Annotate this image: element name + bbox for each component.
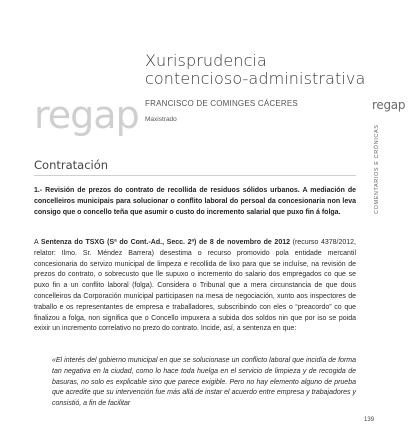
title-line-2: contencioso-administrativa xyxy=(145,69,366,88)
regap-logo-watermark xyxy=(34,95,139,135)
logo-text: regap xyxy=(34,93,139,137)
body-rest: (recurso 4378/2012, relator: Ilmo. Sr. Méndez Barrera) desestima o recurso promovido pola entidade mercantil concesionaria do servizo municipal de limpeza e recollida de lixo para que se incluíse, na revisión de prezos do contrato, o sobrecusto que lle supuxo o incremento do salario dos empregados co que se puxo fin a un conflito laboral (folga). Considera o Tribunal que a mera circunstancia de que dous concelleiros da Corporación municipal participasen na mesa de negociación, xunto aos inspectores de traballo e os representantes de empresa e traballadores, subscribindo con eles o “preacordo” co que finalizou a folga, non significa que o Concello impuxera a subida dos soldos nin que por iso se poida exixir un incremento correlativo no prezo do contrato. Incide, así, a sentenza en que: xyxy=(34,239,356,333)
quoted-passage: «El interés del gobierno municipal en que se solucionase un conflicto laboral que incidía de forma tan negativa en la ciudad, como lo hace toda huelga en el servicio de limpieza y de recogida de basuras, no solo es explicable sino que parece exigible. Pero no hay elemento alguno de prueba que acredite que su intervención fue más allá de instar el acuerdo entre empresa y trabajadores y consistió, a fin de facilitar xyxy=(52,357,356,408)
body-paragraph xyxy=(34,238,356,335)
body-sentence-reference: Sentenza do TSXG (Sª do Cont.-Ad., Secc. 2ª) de 8 de novembro de 2012 xyxy=(40,239,291,246)
page-number: 139 xyxy=(364,417,375,423)
section-divider xyxy=(34,175,356,176)
author-name: FRANCISCO DE COMINGES CÁCERES xyxy=(145,99,298,108)
section-side-label: COMENTARIOS E CRÓNICAS xyxy=(374,124,380,214)
author-role: Maxistrado xyxy=(145,116,177,123)
body-prefix: A xyxy=(34,239,41,246)
document-title xyxy=(145,52,365,88)
title-line-1: Xurisprudencia xyxy=(145,51,267,70)
regap-logo-small: regap xyxy=(372,98,406,112)
case-heading: 1.- Revisión de prezos do contrato de recollida de residuos sólidos urbanos. A mediación de concelleiros municipais para solucionar o conflito laboral do persoal da concesionaria non leva consigo que o concello teña que asumir o custo do incremento salarial que puxo fin á folga. xyxy=(34,187,356,216)
section-title: Contratación xyxy=(34,158,109,172)
